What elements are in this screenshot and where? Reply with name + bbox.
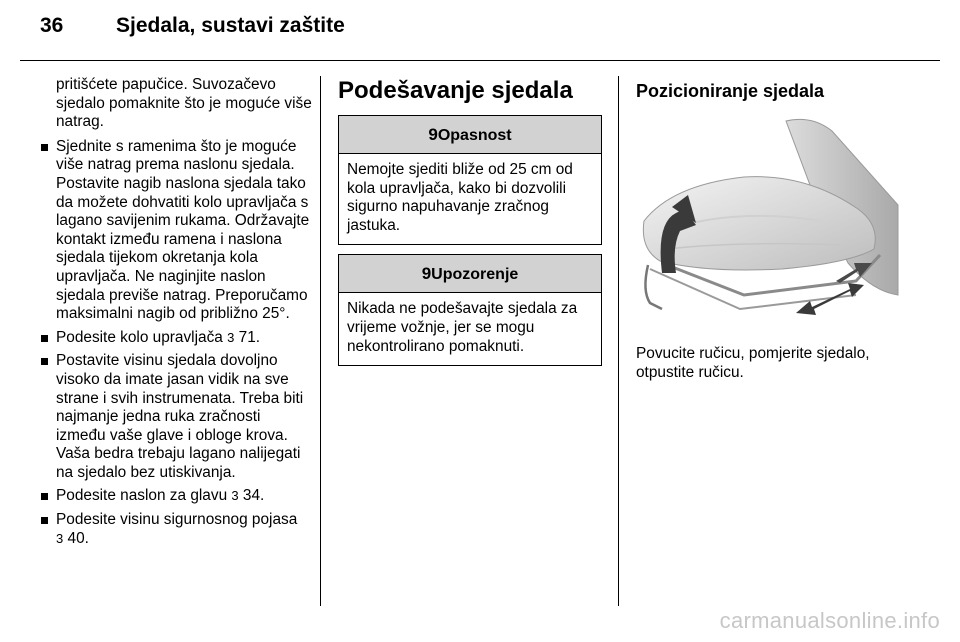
header-rule: [20, 60, 940, 61]
page-ref-link[interactable]: 71.: [238, 328, 261, 346]
watermark: carmanualsonline.info: [719, 608, 940, 633]
page-ref-link[interactable]: 34.: [242, 487, 265, 505]
column-divider-1: [320, 76, 321, 606]
column-middle: [338, 76, 602, 375]
list-item-text: Podesite naslon za glavu: [56, 487, 228, 505]
column-right: [636, 76, 902, 382]
list-item: [40, 487, 312, 506]
continued-paragraph: pritišćete papučice. Suvozačevo sjedalo pomaknite što je moguće više natrag.: [56, 76, 312, 131]
column-divider-2: [618, 76, 619, 606]
warning-triangle-icon: 9: [428, 125, 438, 144]
danger-box-body: Nemojte sjediti bliže od 25 cm od kola upravljača, kako bi dozvolili sigurno napuhavanje zračnog jastuka.: [347, 161, 573, 234]
warning-box-header: [339, 255, 601, 293]
page-ref-link[interactable]: 40.: [67, 529, 89, 547]
column-left: [40, 76, 312, 553]
danger-box-header: [339, 116, 601, 154]
page-ref-arrow-icon: 3: [56, 530, 64, 546]
page-header: [40, 14, 345, 38]
chapter-title: Sjedala, sustavi zaštite: [116, 14, 345, 37]
list-item-text: Podesite visinu sigurnosnog pojasa: [56, 511, 298, 529]
list-item: [40, 511, 312, 548]
list-item-text: Sjednite s ramenima što je moguće više natrag prema naslonu sjedala. Postavite nagib naslona sjedala tako da možete dohvatiti kolo upravljača s lagano savijenim rukama. Održavajte kontakt između ramena i naslona sjedala tijekom okretanja kola upravljača. Ne naginjite naslon sjedala previše natrag. Preporučamo maksimalni nagib od približno 25°.: [56, 137, 310, 323]
page-number: 36: [40, 14, 64, 37]
list-item-text: Podesite kolo upravljača: [56, 328, 223, 346]
page-ref-arrow-icon: 3: [227, 329, 235, 345]
warning-triangle-icon: 9: [421, 264, 432, 284]
list-item-text: Postavite visinu sjedala dovoljno visoko da imate jasan vidik na sve strane i svih instrumenata. Treba biti najmanje jedna ruka zračnosti između vaše glave i obloge krova. Vaša bedra trebaju lagano nalijegati na sjedalo bez utiskivanja.: [56, 352, 304, 481]
warning-box: [338, 254, 602, 366]
seat-lever-illustration: [636, 113, 900, 331]
list-item: [40, 138, 312, 324]
subsection-heading: Pozicioniranje sjedala: [636, 81, 825, 101]
page-ref-arrow-icon: 3: [231, 488, 239, 504]
instruction-list: [40, 138, 312, 548]
illustration-caption: Povucite ručicu, pomjerite sjedalo, otpustite ručicu.: [636, 345, 870, 381]
section-heading: Podešavanje sjedala: [338, 77, 573, 104]
danger-box: [338, 115, 602, 245]
warning-box-title: Upozorenje: [431, 266, 519, 284]
danger-box-title: Opasnost: [437, 127, 512, 144]
list-item: [40, 352, 312, 482]
warning-box-body: Nikada ne podešavajte sjedala za vrijeme vožnje, jer se mogu nekontrolirano pomaknuti.: [347, 300, 578, 355]
list-item: [40, 329, 312, 348]
